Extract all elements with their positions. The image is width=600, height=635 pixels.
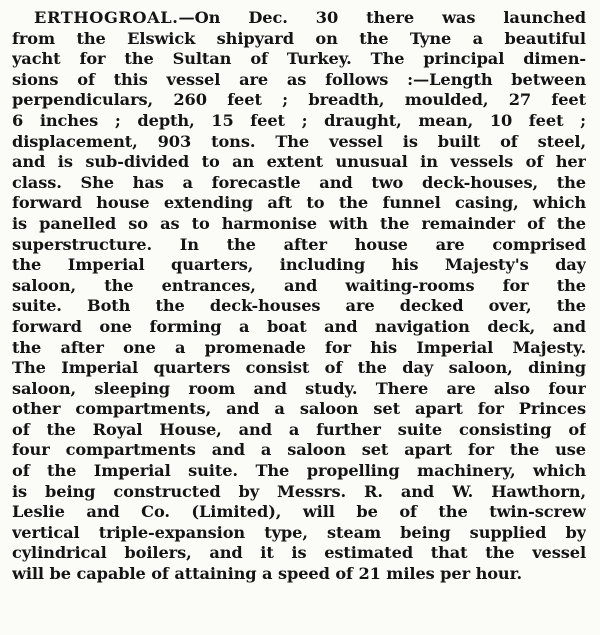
article-line-2: from the Elswick shipyard on the Tyne a beautiful	[12, 28, 586, 48]
article-line-22: four compartments and a saloon set apart for the use	[12, 440, 586, 460]
article-line-10: forward house extending aft to the funnel casing, which	[12, 193, 586, 213]
article-line-17: the after one a promenade for his Imperial Majesty.	[12, 337, 586, 357]
article-line-11: is panelled so as to harmonise with the remainder of the	[12, 213, 586, 233]
article-line-26: vertical triple-expansion type, steam being supplied by	[12, 522, 586, 542]
article-line-24: is being constructed by Messrs. R. and W. Hawthorn,	[12, 481, 586, 501]
article-line-5: perpendiculars, 260 feet ; breadth, moulded, 27 feet	[12, 90, 586, 110]
article-line-9: class. She has a forecastle and two deck-houses, the	[12, 172, 586, 192]
article-line-15: suite. Both the deck-houses are decked over, the	[12, 296, 586, 316]
article-line-7: displacement, 903 tons. The vessel is built of steel,	[12, 131, 586, 151]
article-line-16: forward one forming a boat and navigation deck, and	[12, 316, 586, 336]
article-line-3: yacht for the Sultan of Turkey. The principal dimen-	[12, 49, 586, 69]
article-line-1-text: —On Dec. 30 there was launched	[178, 8, 586, 27]
article-line-23: of the Imperial suite. The propelling machinery, which	[12, 461, 586, 481]
article-line-21: of the Royal House, and a further suite consisting of	[12, 419, 586, 439]
article-line-14: saloon, the entrances, and waiting-rooms for the	[12, 275, 586, 295]
article-line-12: superstructure. In the after house are comprised	[12, 234, 586, 254]
article-body	[12, 8, 586, 585]
article-line-6: 6 inches ; depth, 15 feet ; draught, mean, 10 feet ;	[12, 110, 586, 130]
article-line-13: the Imperial quarters, including his Majesty's day	[12, 255, 586, 275]
article-line-19: saloon, sleeping room and study. There are also four	[12, 378, 586, 398]
article-headline: ERTHOGROAL.	[34, 8, 179, 27]
article-line-20: other compartments, and a saloon set apart for Princes	[12, 399, 586, 419]
article-line-27: cylindrical boilers, and it is estimated that the vessel	[12, 543, 586, 563]
article-line-25: Leslie and Co. (Limited), will be of the twin-screw	[12, 502, 586, 522]
article-line-28: will be capable of attaining a speed of 21 miles per hour.	[12, 564, 523, 584]
article-line-8: and is sub-divided to an extent unusual in vessels of her	[12, 152, 586, 172]
article-line-18: The Imperial quarters consist of the day saloon, dining	[12, 358, 586, 378]
article-line-4: sions of this vessel are as follows :—Length between	[12, 69, 586, 89]
article-line-1	[12, 8, 586, 29]
